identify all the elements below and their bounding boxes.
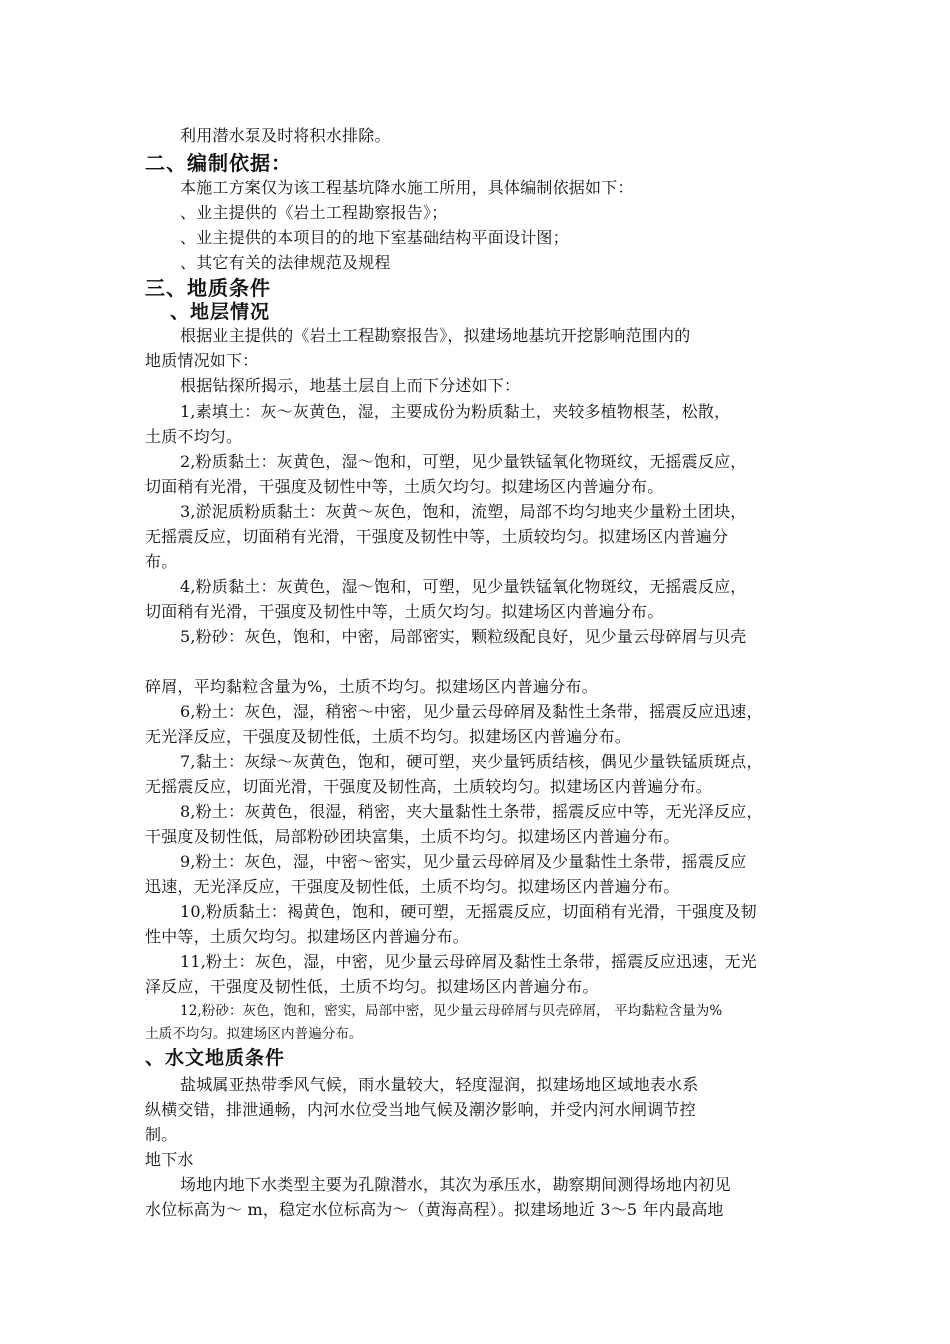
layer-line: 7,黏土：灰绿～灰黄色，饱和，硬可塑，夹少量钙质结核，偶见少量铁锰质斑点， — [180, 752, 763, 771]
strata-intro-line: 地质情况如下： — [145, 351, 259, 370]
layer-line: 12,粉砂：灰色，饱和，密实，局部中密，见少量云母碎屑与贝壳碎屑， 平均黏粒含量为% — [180, 1003, 723, 1019]
layer-line: 无光泽反应，干强度及韧性低，土质不均匀。拟建场区内普遍分布。 — [145, 727, 632, 746]
layer-line: 5,粉砂：灰色，饱和，中密，局部密实，颗粒级配良好，见少量云母碎屑与贝壳 — [180, 627, 747, 646]
layer-line: 土质不均匀。 — [145, 427, 243, 446]
section2-heading: 二、编制依据： — [145, 151, 292, 175]
layer-line: 泽反应，干强度及韧性低，土质不均匀。拟建场区内普遍分布。 — [145, 977, 599, 996]
hydrogeology-heading: 、水文地质条件 — [145, 1047, 286, 1069]
layer-line: 无摇震反应，切面稍有光滑，干强度及韧性中等，土质较均匀。拟建场区内普遍分 — [145, 527, 729, 546]
layer-line: 3,淤泥质粉质黏土：灰黄～灰色，饱和，流塑，局部不均匀地夹少量粉土团块， — [180, 502, 747, 521]
intro-line: 利用潜水泵及时将积水排除。 — [180, 126, 391, 145]
climate-line: 制。 — [145, 1125, 178, 1144]
groundwater-label: 地下水 — [145, 1150, 194, 1169]
groundwater-line: 水位标高为～ m，稳定水位标高为～（黄海高程）。拟建场地近 3～5 年内最高地 — [145, 1200, 724, 1219]
layer-line: 10,粉质黏土：褐黄色，饱和，硬可塑，无摇震反应，切面稍有光滑，干强度及韧 — [180, 902, 757, 921]
section3-heading: 三、地质条件 — [145, 276, 271, 300]
layer-line: 迅速，无光泽反应，干强度及韧性低，土质不均匀。拟建场区内普遍分布。 — [145, 877, 680, 896]
section2-line: 、业主提供的《岩土工程勘察报告》； — [180, 203, 448, 222]
section2-line: 、业主提供的本项目的的地下室基础结构平面设计图； — [180, 228, 569, 247]
climate-line: 纵横交错，排泄通畅，内河水位受当地气候及潮汐影响，并受内河水闸调节控 — [145, 1100, 696, 1119]
layer-line: 布。 — [145, 552, 178, 571]
layer-line: 碎屑，平均黏粒含量为%，土质不均匀。拟建场区内普遍分布。 — [145, 677, 598, 696]
layer-line: 8,粉土：灰黄色，很湿，稍密，夹大量黏性土条带，摇震反应中等，无光泽反应， — [180, 802, 763, 821]
layer-line: 4,粉质黏土：灰黄色，湿～饱和，可塑，见少量铁锰氧化物斑纹，无摇震反应， — [180, 577, 747, 596]
layer-line: 11,粉土：灰色，湿，中密，见少量云母碎屑及黏性土条带，摇震反应迅速，无光 — [180, 952, 757, 971]
layer-line: 切面稍有光滑，干强度及韧性中等，土质欠均匀。拟建场区内普遍分布。 — [145, 602, 664, 621]
layer-line: 性中等，土质欠均匀。拟建场区内普遍分布。 — [145, 927, 470, 946]
strata-intro-line: 根据钻探所揭示，地基土层自上而下分述如下： — [180, 376, 521, 395]
layer-line: 6,粉土：灰色，湿，稍密～中密，见少量云母碎屑及黏性土条带，摇震反应迅速， — [180, 702, 763, 721]
groundwater-line: 场地内地下水类型主要为孔隙潜水，其次为承压水，勘察期间测得场地内初见 — [180, 1175, 731, 1194]
layer-line: 9,粉土：灰色，湿，中密～密实，见少量云母碎屑及少量黏性土条带，摇震反应 — [180, 852, 747, 871]
layer-line: 1,素填土：灰～灰黄色，湿，主要成份为粉质黏土，夹较多植物根茎，松散， — [180, 402, 731, 421]
strata-intro-line: 根据业主提供的《岩土工程勘察报告》，拟建场地基坑开挖影响范围内的 — [180, 326, 691, 345]
layer-line: 干强度及韧性低，局部粉砂团块富集，土质不均匀。拟建场区内普遍分布。 — [145, 827, 680, 846]
layer-line: 切面稍有光滑，干强度及韧性中等，土质欠均匀。拟建场区内普遍分布。 — [145, 477, 664, 496]
section2-line: 本施工方案仅为该工程基坑降水施工所用，具体编制依据如下： — [180, 178, 634, 197]
section2-line: 、其它有关的法律规范及规程 — [180, 253, 391, 272]
layer-line: 无摇震反应，切面光滑，干强度及韧性高，土质较均匀。拟建场区内普遍分布。 — [145, 777, 713, 796]
strata-heading: 、地层情况 — [170, 301, 271, 323]
climate-line: 盐城属亚热带季风气候，雨水量较大，轻度湿润，拟建场地区域地表水系 — [180, 1075, 699, 1094]
layer-line: 土质不均匀。拟建场区内普遍分布。 — [145, 1026, 363, 1042]
layer-line: 2,粉质黏土：灰黄色，湿～饱和，可塑，见少量铁锰氧化物斑纹，无摇震反应， — [180, 452, 747, 471]
